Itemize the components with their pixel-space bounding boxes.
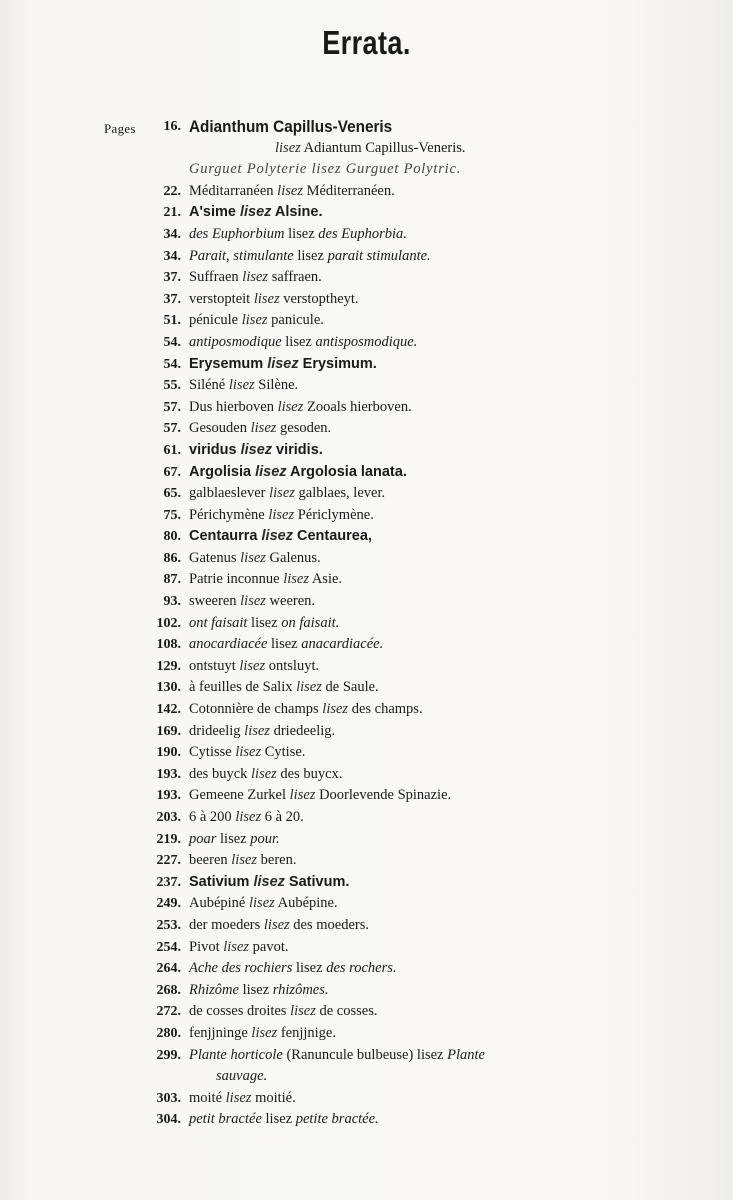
errata-list	[0, 116, 733, 1131]
errata-text: poar lisez pour.	[189, 830, 280, 847]
errata-text: Adianthum Capillus-Veneris	[189, 117, 393, 136]
page-number: 304.	[156, 1112, 181, 1128]
errata-text: Erysemum lisez Erysimum.	[189, 355, 377, 372]
errata-text: Dus hierboven lisez Zooals hierboven.	[189, 398, 412, 415]
errata-text: Parait, stimulante lisez parait stimulante.	[189, 247, 431, 264]
errata-row	[0, 699, 733, 721]
errata-text: Siléné lisez Silène.	[189, 377, 299, 394]
errata-row	[0, 159, 733, 181]
errata-text: Rhizôme lisez rhizômes.	[189, 981, 329, 998]
errata-text: Gatenus lisez Galenus.	[189, 549, 321, 566]
errata-row	[0, 1045, 733, 1067]
page-number: 249.	[156, 896, 181, 912]
page-number: 142.	[156, 702, 181, 718]
page-number: 130.	[156, 680, 181, 696]
errata-text: lisez Adiantum Capillus-Veneris.	[275, 139, 466, 156]
errata-row	[0, 937, 733, 959]
errata-text: anocardiacée lisez anacardiacée.	[189, 636, 384, 653]
errata-text: Cotonnière de champs lisez des champs.	[189, 701, 423, 718]
errata-row	[0, 181, 733, 203]
errata-row	[0, 440, 733, 462]
errata-row	[0, 116, 733, 138]
errata-text: Centaurra lisez Centaurea,	[189, 528, 372, 545]
errata-row	[0, 1088, 733, 1110]
errata-text: Ache des rochiers lisez des rochers.	[189, 960, 397, 977]
page-number: 237.	[156, 874, 181, 890]
errata-text: de cosses droites lisez de cosses.	[189, 1003, 378, 1020]
errata-row	[0, 354, 733, 376]
errata-text: Suffraen lisez saffraen.	[189, 269, 322, 286]
page-number: 193.	[156, 788, 181, 804]
errata-text: Aubépiné lisez Aubépine.	[189, 895, 338, 912]
page-number: 268.	[156, 982, 181, 998]
errata-row	[0, 462, 733, 484]
errata-row	[0, 397, 733, 419]
errata-text: petit bractée lisez petite bractée.	[189, 1111, 379, 1128]
errata-row	[0, 677, 733, 699]
page-number: 193.	[156, 766, 181, 782]
errata-row	[0, 829, 733, 851]
page-number: 54.	[163, 356, 181, 372]
errata-row	[0, 332, 733, 354]
page-number: 37.	[163, 270, 181, 286]
page-number: 57.	[163, 421, 181, 437]
page-number: 129.	[156, 658, 181, 674]
errata-text: des Euphorbium lisez des Euphorbia.	[189, 225, 407, 242]
errata-row	[0, 526, 733, 548]
errata-text: der moeders lisez des moeders.	[189, 916, 369, 933]
errata-text: sweeren lisez weeren.	[189, 593, 316, 610]
errata-row	[0, 980, 733, 1002]
page-number: 87.	[163, 572, 181, 588]
errata-row	[0, 721, 733, 743]
errata-text: 6 à 200 lisez 6 à 20.	[189, 809, 304, 825]
page-number: 272.	[156, 1004, 181, 1020]
errata-row	[0, 634, 733, 656]
page-number: 190.	[156, 745, 181, 761]
page-number: 65.	[163, 486, 181, 502]
page-number: 34.	[163, 226, 181, 242]
errata-text: Patrie inconnue lisez Asie.	[189, 571, 343, 588]
page-number: 22.	[163, 183, 181, 199]
errata-text: Pivot lisez pavot.	[189, 938, 289, 955]
errata-text: Périchymène lisez Périclymène.	[189, 506, 374, 523]
errata-text: Argolisia lisez Argolosia lanata.	[189, 463, 407, 480]
page-number: 16.	[163, 119, 181, 134]
errata-text: moité lisez moitié.	[189, 1089, 296, 1106]
errata-row	[0, 958, 733, 980]
errata-text: galblaeslever lisez galblaes, lever.	[189, 485, 386, 502]
page-number: 55.	[163, 378, 181, 394]
errata-row	[0, 872, 733, 894]
errata-row	[0, 548, 733, 570]
errata-text: verstopteit lisez verstoptheyt.	[189, 290, 359, 307]
page-number: 57.	[163, 399, 181, 415]
page-number: 108.	[156, 637, 181, 653]
errata-row	[0, 785, 733, 807]
errata-row	[0, 764, 733, 786]
errata-text: sauvage.	[216, 1068, 268, 1085]
page-title: Errata.	[322, 24, 411, 61]
page-number: 51.	[163, 313, 181, 329]
page-number: 299.	[156, 1047, 181, 1063]
page-number: 21.	[163, 205, 181, 221]
errata-row	[0, 202, 733, 224]
errata-row	[0, 267, 733, 289]
errata-row	[0, 1001, 733, 1023]
errata-text: Cytisse lisez Cytise.	[189, 744, 306, 761]
errata-row	[0, 505, 733, 527]
errata-text: Sativium lisez Sativum.	[189, 873, 350, 890]
errata-text: ontstuyt lisez ontsluyt.	[189, 657, 320, 674]
errata-text: à feuilles de Salix lisez de Saule.	[189, 679, 379, 696]
page-number: 280.	[156, 1025, 181, 1041]
errata-row	[0, 375, 733, 397]
errata-text: Plante horticole (Ranuncule bulbeuse) lisez Plante	[189, 1046, 485, 1063]
errata-text: Gemeene Zurkel lisez Doorlevende Spinazie.	[189, 787, 452, 804]
errata-row	[0, 1109, 733, 1131]
errata-row	[0, 1066, 733, 1088]
errata-row	[0, 850, 733, 872]
errata-text: pénicule lisez panicule.	[189, 312, 324, 329]
page-number: 264.	[156, 961, 181, 977]
errata-text: beeren lisez beren.	[189, 852, 297, 869]
errata-text: Gesouden lisez gesoden.	[189, 420, 332, 437]
errata-row	[0, 483, 733, 505]
page-number: 93.	[163, 594, 181, 610]
errata-row	[0, 246, 733, 268]
errata-row	[0, 613, 733, 635]
errata-row	[0, 1023, 733, 1045]
page-number: 253.	[156, 917, 181, 933]
errata-row	[0, 893, 733, 915]
errata-row	[0, 591, 733, 613]
errata-row	[0, 224, 733, 246]
errata-row	[0, 138, 733, 160]
errata-row	[0, 807, 733, 829]
errata-row	[0, 915, 733, 937]
page-number: 303.	[156, 1090, 181, 1106]
errata-row	[0, 418, 733, 440]
errata-row	[0, 289, 733, 311]
pages-label: Pages	[104, 121, 136, 136]
errata-text: fenjjninge lisez fenjjnige.	[189, 1024, 336, 1041]
errata-text: ont faisait lisez on faisait.	[189, 614, 340, 631]
errata-text: des buyck lisez des buycx.	[189, 765, 343, 782]
errata-row	[0, 310, 733, 332]
errata-text: Gurguet Polyterie lisez Gurguet Polytric.	[189, 161, 462, 178]
page-number: 203.	[156, 810, 181, 825]
errata-text: Méditarranéen lisez Méditerranéen.	[189, 182, 395, 199]
page-number: 75.	[163, 507, 181, 523]
page-number: 61.	[163, 442, 181, 458]
page-number: 80.	[163, 529, 181, 545]
errata-row	[0, 742, 733, 764]
page-number: 54.	[163, 334, 181, 350]
errata-text: viridus lisez viridis.	[189, 441, 323, 458]
errata-text: antiposmodique lisez antisposmodique.	[189, 333, 418, 350]
page-number: 254.	[156, 939, 181, 955]
page-number: 67.	[163, 464, 181, 480]
page-number: 37.	[163, 291, 181, 307]
errata-row	[0, 569, 733, 591]
page-number: 34.	[163, 248, 181, 264]
errata-row	[0, 656, 733, 678]
page-number: 169.	[156, 723, 181, 739]
page-number: 86.	[163, 550, 181, 566]
errata-text: A'sime lisez Alsine.	[189, 204, 323, 221]
page-number: 219.	[156, 831, 181, 847]
page-number: 102.	[156, 615, 181, 631]
errata-text: drideelig lisez driedeelig.	[189, 722, 336, 739]
page-number: 227.	[156, 853, 181, 869]
